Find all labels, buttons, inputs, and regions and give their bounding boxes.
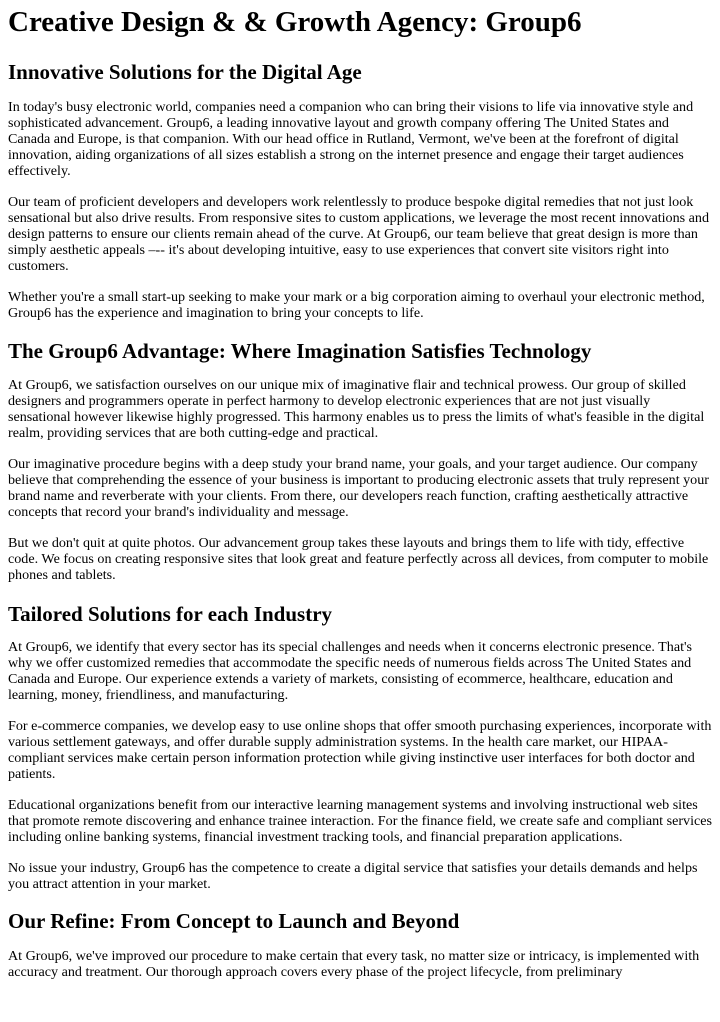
section-heading: Tailored Solutions for each Industry bbox=[8, 602, 333, 626]
section-innovative-solutions bbox=[8, 59, 712, 321]
section-heading: Innovative Solutions for the Digital Age bbox=[8, 60, 362, 84]
section-tailored-solutions bbox=[8, 601, 712, 892]
page-title: Creative Design & & Growth Agency: Group6 bbox=[8, 6, 582, 38]
paragraph: At Group6, we identify that every sector has its special challenges and needs when it concerns electronic presence. That's why we offer customized remedies that accommodate the specific needs of numerous fields across The United States and Canada and Europe. Our experience extends a variety of markets, consisting of ecommerce, healthcare, education and learning, money, friendliness, and manufacturing. bbox=[8, 639, 693, 703]
section-heading: Our Refine: From Concept to Launch and Beyond bbox=[8, 909, 460, 933]
paragraph: At Group6, we've improved our procedure to make certain that every task, no matter size or intricacy, is implemented with accuracy and treatment. Our thorough approach covers every phase of the project lifecycle, from preliminary bbox=[8, 948, 700, 980]
section-our-process bbox=[8, 908, 712, 980]
section-group6-advantage bbox=[8, 338, 712, 583]
section-heading: The Group6 Advantage: Where Imagination Satisfies Technology bbox=[8, 339, 592, 363]
paragraph: But we don't quit at quite photos. Our advancement group takes these layouts and brings them to life with tidy, effective code. We focus on creating responsive sites that look great and feature perfectly across all devices, from computer to mobile phones and tablets. bbox=[8, 535, 709, 583]
paragraph: For e-commerce companies, we develop easy to use online shops that offer smooth purchasing experiences, incorporate with various settlement gateways, and offer durable supply administration systems. In the health care market, our HIPAA-compliant services make certain person information protection while giving instinctive user interfaces for both doctor and patients. bbox=[8, 718, 712, 782]
paragraph: Our team of proficient developers and developers work relentlessly to produce bespoke digital remedies that not just look sensational but also drive results. From responsive sites to custom applications, we leverage the most recent innovations and design patterns to ensure our clients remain ahead of the curve. At Group6, our team believe that great design is more than simply aesthetic appeals –-- it's about developing intuitive, easy to use experiences that convert site visitors right into customers. bbox=[8, 194, 710, 274]
paragraph: In today's busy electronic world, companies need a companion who can bring their visions to life via innovative style and sophisticated advancement. Group6, a leading innovative layout and growth company offering The United States and Canada and Europe, is that companion. With our head office in Rutland, Vermont, we've been at the forefront of digital innovation, aiding organizations of all sizes establish a strong on the internet presence and engage their target audiences effectively. bbox=[8, 99, 694, 179]
paragraph: No issue your industry, Group6 has the competence to create a digital service that satisfies your details demands and helps you attract attention in your market. bbox=[8, 860, 698, 892]
paragraph: Educational organizations benefit from our interactive learning management systems and involving instructional web sites that promote remote discovering and enhance trainee interaction. For the finance field, we create safe and compliant services including online banking systems, financial investment tracking tools, and financial preparation applications. bbox=[8, 797, 712, 845]
paragraph: Our imaginative procedure begins with a deep study your brand name, your goals, and your target audience. Our company believe that comprehending the essence of your business is important to producing electronic assets that truly represent your brand name and reverberate with your clients. From there, our developers reach function, crafting aesthetically attractive concepts that record your brand's individuality and message. bbox=[8, 456, 709, 520]
paragraph: At Group6, we satisfaction ourselves on our unique mix of imaginative flair and technical prowess. Our group of skilled designers and programmers operate in perfect harmony to develop electronic experiences that are not just visually sensational however likewise highly progressed. This harmony enables us to press the limits of what's feasible in the digital realm, providing services that are both cutting-edge and practical. bbox=[8, 377, 705, 441]
article bbox=[0, 5, 720, 980]
paragraph: Whether you're a small start-up seeking to make your mark or a big corporation aiming to overhaul your electronic method, Group6 has the experience and imagination to bring your concepts to life. bbox=[8, 289, 705, 321]
